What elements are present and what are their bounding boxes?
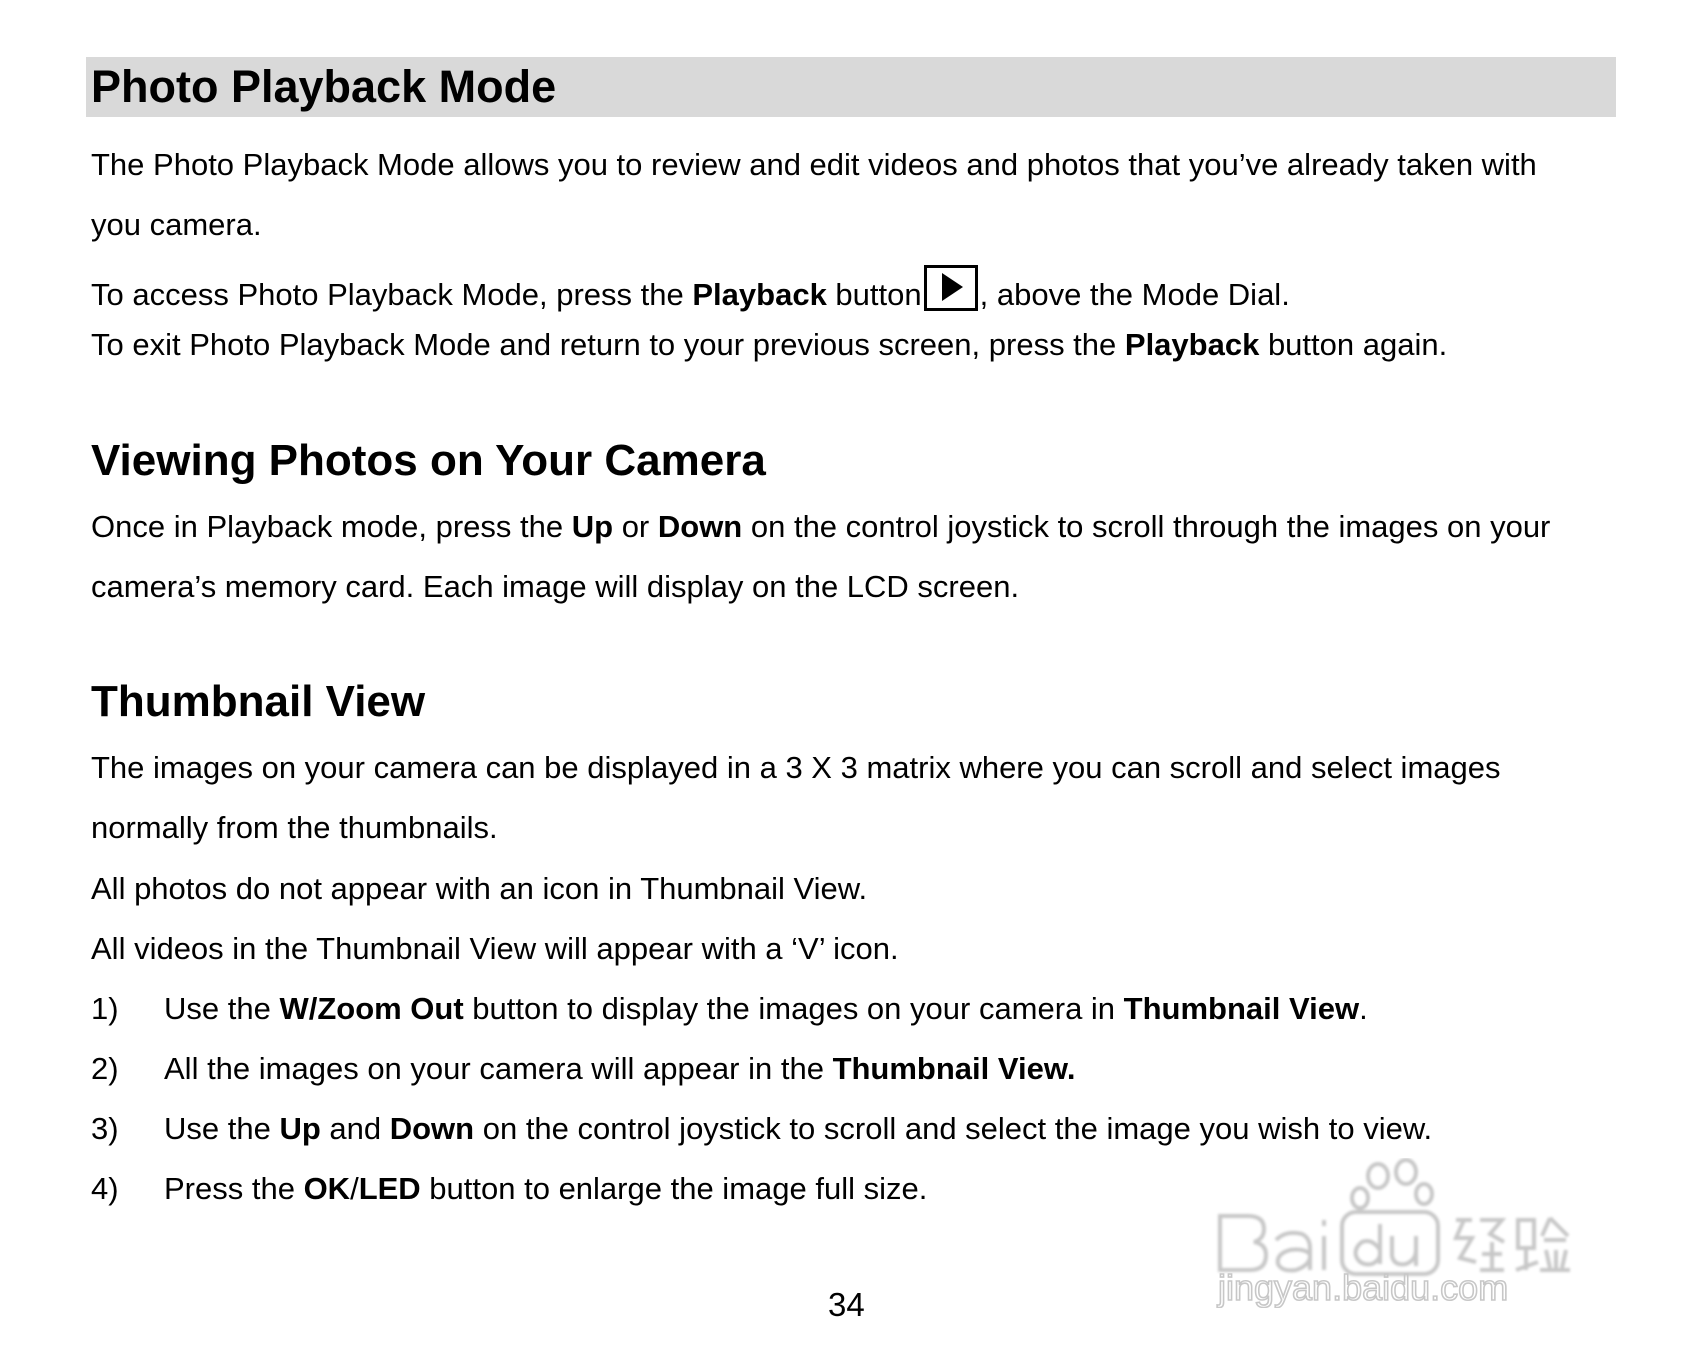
- intro-line-2: you camera.: [91, 207, 262, 242]
- thumbnail-line-1: The images on your camera can be displayed in a 3 X 3 matrix where you can scroll and select images: [91, 750, 1501, 785]
- up-label: Up: [571, 509, 614, 544]
- step-text-part: button to display the images on your camera in: [463, 991, 1124, 1026]
- step-text: [164, 1109, 1432, 1149]
- step-text-part: button to enlarge the image full size.: [420, 1171, 928, 1206]
- down-label: Down: [657, 509, 743, 544]
- viewing-text: or: [613, 509, 658, 544]
- step-text: [164, 1049, 1075, 1089]
- svg-text:jingyan.baidu.com: jingyan.baidu.com: [1218, 1267, 1509, 1308]
- page-title: Photo Playback Mode: [91, 61, 557, 112]
- thumbnail-heading: Thumbnail View: [91, 677, 426, 726]
- step-text-part: .: [1359, 991, 1368, 1026]
- thumbnail-line-3: All photos do not appear with an icon in Thumbnail View.: [91, 871, 868, 906]
- step-text-part: /: [350, 1171, 359, 1206]
- access-text-pre: To access Photo Playback Mode, press the: [91, 277, 693, 312]
- viewing-line-2: camera’s memory card. Each image will display on the LCD screen.: [91, 569, 1020, 604]
- ok-label: OK: [303, 1171, 351, 1206]
- playback-button-label: Playback: [1124, 327, 1260, 362]
- page-number: 34: [828, 1286, 865, 1323]
- zoom-out-label: W/Zoom Out: [279, 991, 464, 1026]
- thumbnail-view-label: Thumbnail View.: [832, 1051, 1076, 1086]
- exit-instruction: [91, 325, 1447, 365]
- step-text: [164, 989, 1368, 1029]
- play-button-icon: [924, 265, 978, 311]
- exit-text-pre: To exit Photo Playback Mode and return to your previous screen, press the: [91, 327, 1125, 362]
- exit-text-post: button again.: [1259, 327, 1448, 362]
- viewing-text: Once in Playback mode, press the: [91, 509, 572, 544]
- intro-line-1: The Photo Playback Mode allows you to review and edit videos and photos that you’ve already taken with: [91, 147, 1537, 182]
- step-text: [164, 1169, 927, 1209]
- led-label: LED: [358, 1171, 421, 1206]
- step-text-part: All the images on your camera will appear in the: [164, 1051, 833, 1086]
- viewing-line-1: [91, 507, 1550, 547]
- step-text-part: Use the: [164, 991, 280, 1026]
- access-text-post: , above the Mode Dial.: [979, 277, 1290, 312]
- thumbnail-line-4: All videos in the Thumbnail View will appear with a ‘V’ icon.: [91, 931, 899, 966]
- step-text-part: on the control joystick to scroll and select the image you wish to view.: [474, 1111, 1433, 1146]
- step-text-part: and: [320, 1111, 390, 1146]
- access-instruction: [91, 265, 1290, 315]
- playback-button-label: Playback: [692, 277, 827, 312]
- thumbnail-line-2: normally from the thumbnails.: [91, 810, 498, 845]
- up-label: Up: [279, 1111, 321, 1146]
- baidu-jingyan-watermark-icon: [1210, 1158, 1610, 1308]
- viewing-heading: Viewing Photos on Your Camera: [91, 436, 766, 485]
- step-number: 3): [91, 1111, 119, 1146]
- down-label: Down: [389, 1111, 475, 1146]
- access-text-mid: button: [826, 277, 922, 312]
- step-number: 2): [91, 1051, 119, 1086]
- step-number: 1): [91, 991, 119, 1026]
- step-text-part: Use the: [164, 1111, 280, 1146]
- step-number: 4): [91, 1171, 119, 1206]
- thumbnail-view-label: Thumbnail View: [1123, 991, 1360, 1026]
- viewing-text: on the control joystick to scroll through the images on your: [742, 509, 1551, 544]
- step-text-part: Press the: [164, 1171, 304, 1206]
